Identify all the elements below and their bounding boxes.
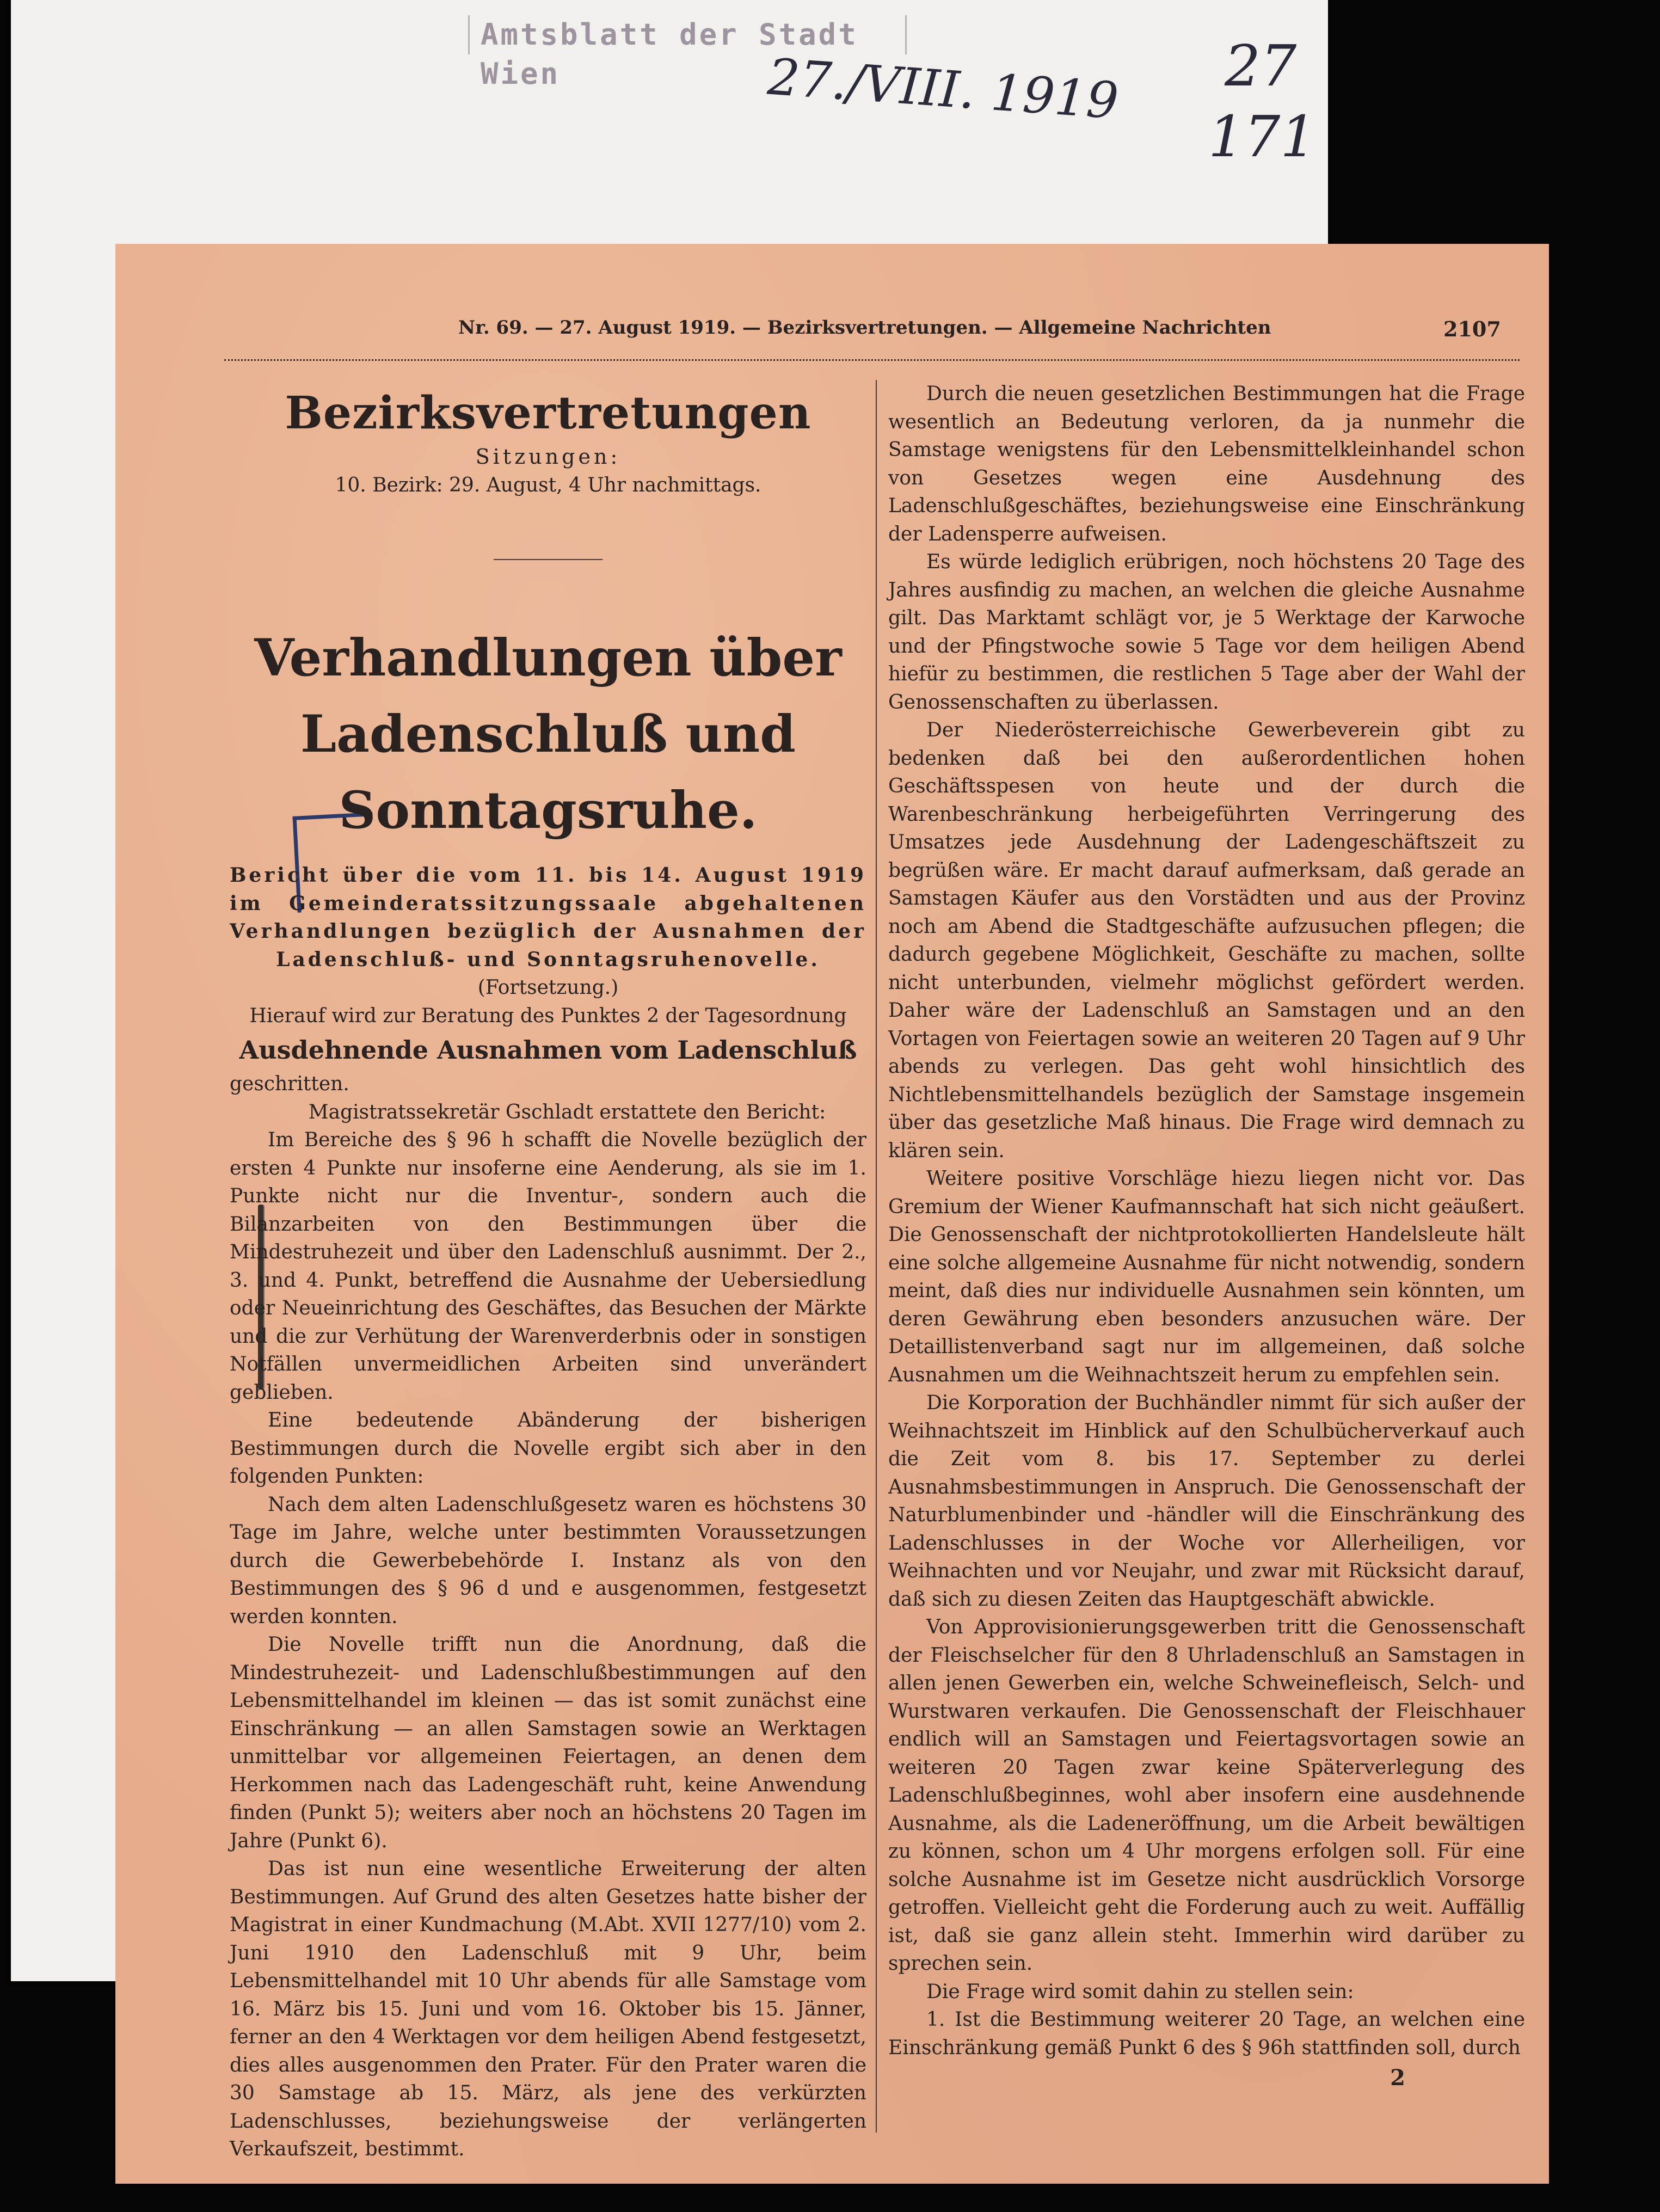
sheet-number: 2 <box>1390 2065 1405 2091</box>
page-header <box>115 315 1549 347</box>
paragraph: Das ist nun eine wesentliche Erweiterung der alten Bestimmungen. Auf Grund des alten Gesetzes hatte bisher der Magistrat in einer Kundmachung (M.Abt. XVII 1277/10) vom 2. Juni 1910 den Ladenschluß mit 9 Uhr, beim Lebensmittelhandel mit 10 Uhr abends für alle Samstage vom 16. März bis 15. Juni und vom 16. Oktober bis 15. Jänner, ferner an den 4 Werktagen vor dem heiligen Abend festgesetzt, dies alles ausgenommen den Prater. Für den Prater waren die 30 Samstage ab 15. März, als jene des verkürzten Ladenschlusses, beziehungsweise der verlängerten Verkaufszeit, bestimmt. <box>230 1858 866 2160</box>
continued-note: (Fortsetzung.) <box>477 976 619 999</box>
header-text: Nr. 69. — 27. August 1919. — Bezirksvertretungen. — Allgemeine Nachrichten <box>458 317 1271 339</box>
newspaper-page <box>115 244 1549 2184</box>
topic-after: geschritten. <box>230 1073 349 1095</box>
paragraph: Nach dem alten Ladenschlußgesetz waren es höchstens 30 Tage im Jahre, welche unter bestimmten Voraussetzungen durch die Gewerbebehörde I. Instanz als von den Bestimmungen des § 96 d und e ausgenommen, festgesetzt werden konnten. <box>230 1493 866 1628</box>
handwritten-number-top: 27 <box>1225 33 1297 99</box>
header-rule <box>224 359 1520 365</box>
paragraph: Die Frage wird somit dahin zu stellen sein: <box>926 1980 1354 2003</box>
session-line: 10. Bezirk: 29. August, 4 Uhr nachmittags. <box>335 474 761 496</box>
left-column <box>230 380 866 2160</box>
article-title: Verhandlungen über Ladenschluß und Sonntagsruhe. <box>254 628 842 840</box>
intro-line: Hierauf wird zur Beratung des Punktes 2 der Tagesordnung <box>249 1004 847 1027</box>
paragraph: Im Bereiche des § 96 h schafft die Novelle bezüglich der ersten 4 Punkte nur insoferne eine Aenderung, als sie im 1. Punkte nicht nur die Inventur-, sondern auch die Bilanzarbeiten von den Bestimmungen über die Mindestruhezeit und über den Ladenschluß ausnimmt. Der 2., 3. und 4. Punkt, betreffend die Ausnahme der Uebersiedlung oder Neueinrichtung des Geschäftes, das Besuchen der Märkte und die zur Verhütung der Warenverderbnis oder in sonstigen Notfällen unvermeidlichen Arbeiten sind unverändert geblieben. <box>230 1129 866 1404</box>
right-column <box>888 380 1525 2154</box>
paragraph: Die Novelle trifft nun die Anordnung, daß die Mindestruhezeit- und Ladenschlußbestimmungen auf den Lebensmittelhandel im kleinen — das ist somit zunächst eine Einschränkung — an allen Samstagen sowie an Werktagen unmittelbar vor allgemeinen Feiertagen, an denen dem Herkommen nach das Ladengeschäft ruht, keine Anwendung finden (Punkt 5); weiters aber noch an höchstens 20 Tagen im Jahre (Punkt 6). <box>230 1633 866 1852</box>
paragraph: Weitere positive Vorschläge hiezu liegen nicht vor. Das Gremium der Wiener Kaufmannschaft hat sich nicht geäußert. Die Genossenschaft der nichtprotokollierten Handelsleute hält eine solche allgemeine Ausnahme für nicht notwendig, sondern meint, daß dies nur individuelle Ausnahmen sein könnten, um deren Gewährung eben besonders anzusuchen wäre. Der Detaillistenverband sagt nur im allgemeinen, daß solche Ausnahmen um die Weihnachtszeit herum zu empfehlen sein. <box>888 1168 1525 1386</box>
section-divider <box>494 559 602 560</box>
paragraph: Es würde lediglich erübrigen, noch höchstens 20 Tage des Jahres ausfindig zu machen, an welchen die gleiche Ausnahme gilt. Das Marktamt schlägt vor, je 5 Werktage der Karwoche und der Pfingstwoche sowie 5 Tage vor dem heiligen Abend hiefür zu bestimmen, die restlichen 5 Tage aber der Wahl der Genossenschaften zu überlassen. <box>888 551 1525 714</box>
topic-heading: Ausdehnende Ausnahmen vom Ladenschluß <box>239 1035 857 1065</box>
paragraph: Von Approvisionierungsgewerben tritt die Genossenschaft der Fleischselcher für den 8 Uhrladenschluß an Samstagen in allen jenen Gewerben ein, welche Schweinefleisch, Selch- und Wurstwaren verkaufen. Die Genossenschaft der Fleischhauer endlich will an Samstagen und Feiertagsvortagen sowie an weiteren 20 Tagen zwar keine Späterverlegung des Ladenschlußbeginnes, wohl aber insofern eine ausdehnende Ausnahme, als die Ladeneröffnung, um die Arbeit bewältigen zu können, schon um 4 Uhr morgens erfolgen soll. Für eine solche Ausnahme ist im Gesetze nicht ausdrücklich Vorsorge getroffen. Vielleicht geht die Forderung auch zu weit. Auffällig ist, daß sie ganz allein steht. Immerhin wird darüber zu sprechen sein. <box>888 1616 1525 1975</box>
paragraph: Eine bedeutende Abänderung der bisherigen Bestimmungen durch die Novelle ergibt sich aber in den folgenden Punkten: <box>230 1409 866 1488</box>
paragraph: 1. Ist die Bestimmung weiterer 20 Tage, an welchen eine Einschränkung gemäß Punkt 6 des § 96h stattfinden soll, durch <box>888 2008 1525 2059</box>
paragraph: Der Niederösterreichische Gewerbeverein gibt zu bedenken daß bei den außerordentlichen hohen Geschäftsspesen von heute und der durch die Warenbeschränkung herbeigeführten Verringerung des Umsatzes jede Ausdehnung der Ladengeschäftszeit zu begrüßen wäre. Er macht darauf aufmerksam, daß gerade an Samstagen Käufer aus den Vorstädten und aus der Provinz noch am Abend die Stadtgeschäfte aufzusuchen pflegen; die dadurch gegebene Möglichkeit, Geschäfte zu machen, sollte nicht unterbunden, vielmehr möglichst gefördert werden. Daher wäre der Ladenschluß an Samstagen und an den Vortagen von Feiertagen sowie an weiteren 20 Tagen auf 9 Uhr abends zu verlegen. Das geht wohl hinsichtlich des Nichtlebensmittelhandels bezüglich der Samstage insgemein über das gesetzliche Maß hinaus. Die Frage wird demnach zu klären sein. <box>888 719 1525 1162</box>
sessions-label: Sitzungen: <box>475 445 621 469</box>
handwritten-date: 27./VIII. 1919 <box>766 47 1121 131</box>
section-title: Bezirksvertretungen <box>285 387 811 439</box>
archive-stamp: Amtsblatt der Stadt Wien <box>468 15 907 54</box>
page-number: 2107 <box>1443 317 1501 341</box>
report-subtitle: Bericht über die vom 11. bis 14. August 1919 im Gemeinderatssitzungssaale abgehaltenen Verhandlungen bezüglich der Ausnahmen der Ladenschluß- und Sonntagsruhenovelle. <box>230 864 866 971</box>
handwritten-number-bottom: 171 <box>1208 103 1317 170</box>
paragraph: Magistratssekretär Gschladt erstattete den Bericht: <box>308 1101 826 1123</box>
column-rule <box>876 380 877 2133</box>
paragraph: Durch die neuen gesetzlichen Bestimmungen hat die Frage wesentlich an Bedeutung verloren, da ja nunmehr die Samstage wenigstens für den Lebensmittelkleinhandel schon von Gesetzes wegen eine Ausdehnung des Ladenschlußgeschäftes, beziehungsweise eine Einschränkung der Ladensperre aufweisen. <box>888 383 1525 545</box>
paragraph: Die Korporation der Buchhändler nimmt für sich außer der Weihnachtszeit im Hinblick auf den Schulbücherverkauf auch die Zeit vom 8. bis 17. September zu derlei Ausnahmsbestimmungen in Anspruch. Die Genossenschaft der Naturblumenbinder und -händler will die Einschränkung des Ladenschlusses in der Woche vor Allerheiligen, vor Weihnachten und vor Neujahr, und zwar mit Rücksicht darauf, daß sich zu diesen Zeiten das Hauptgeschäft abwickle. <box>888 1392 1525 1611</box>
